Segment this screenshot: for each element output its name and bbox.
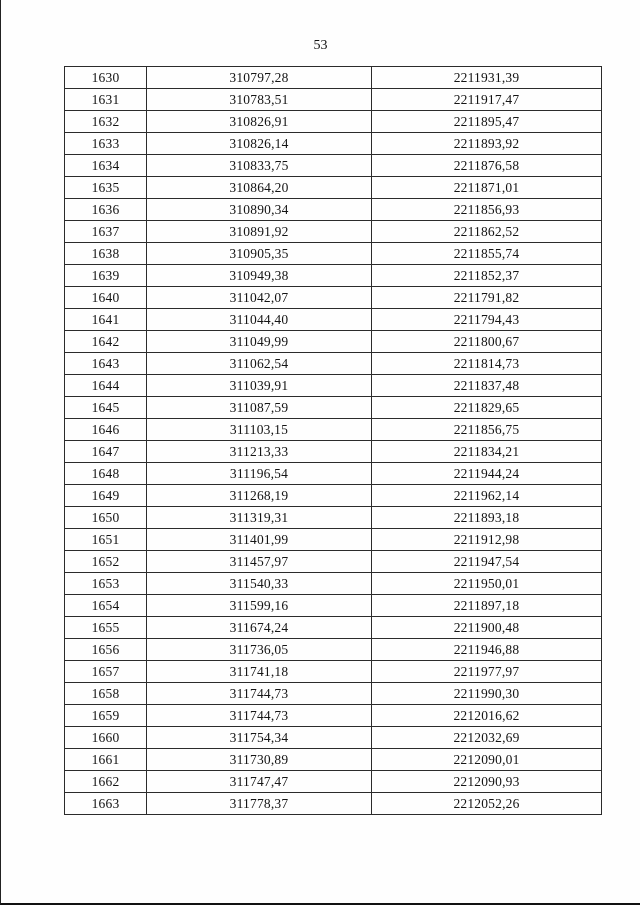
cell-x: 310905,35 [147,243,372,265]
cell-y: 2211852,37 [372,265,602,287]
cell-index: 1651 [65,529,147,551]
cell-y: 2211893,92 [372,133,602,155]
table-row [65,617,602,639]
cell-x: 311747,47 [147,771,372,793]
cell-index: 1643 [65,353,147,375]
cell-y: 2211950,01 [372,573,602,595]
cell-x: 311540,33 [147,573,372,595]
cell-x: 311039,91 [147,375,372,397]
table-row [65,397,602,419]
cell-index: 1650 [65,507,147,529]
cell-index: 1631 [65,89,147,111]
cell-x: 311744,73 [147,683,372,705]
cell-y: 2211837,48 [372,375,602,397]
cell-y: 2212016,62 [372,705,602,727]
cell-y: 2211897,18 [372,595,602,617]
cell-index: 1634 [65,155,147,177]
cell-x: 310949,38 [147,265,372,287]
cell-x: 311103,15 [147,419,372,441]
cell-index: 1660 [65,727,147,749]
cell-index: 1637 [65,221,147,243]
table-row [65,375,602,397]
table-row [65,463,602,485]
table-row [65,67,602,89]
cell-y: 2211876,58 [372,155,602,177]
cell-y: 2211977,97 [372,661,602,683]
cell-y: 2211834,21 [372,441,602,463]
cell-x: 311730,89 [147,749,372,771]
table-row [65,441,602,463]
table-row [65,507,602,529]
table-row [65,177,602,199]
cell-x: 311049,99 [147,331,372,353]
cell-y: 2211893,18 [372,507,602,529]
cell-x: 310783,51 [147,89,372,111]
page-number: 53 [313,38,328,53]
cell-y: 2211800,67 [372,331,602,353]
cell-index: 1658 [65,683,147,705]
cell-y: 2212052,26 [372,793,602,815]
cell-x: 310864,20 [147,177,372,199]
table-row [65,331,602,353]
table-row [65,749,602,771]
cell-index: 1654 [65,595,147,617]
table-row [65,133,602,155]
table-row [65,155,602,177]
cell-index: 1663 [65,793,147,815]
cell-x: 311268,19 [147,485,372,507]
cell-y: 2211856,75 [372,419,602,441]
cell-y: 2211791,82 [372,287,602,309]
table-row [65,199,602,221]
cell-x: 311778,37 [147,793,372,815]
cell-x: 311213,33 [147,441,372,463]
table-row [65,771,602,793]
cell-y: 2211829,65 [372,397,602,419]
cell-index: 1649 [65,485,147,507]
cell-index: 1647 [65,441,147,463]
coordinate-table [64,66,602,815]
coordinate-table-body [65,67,602,815]
cell-index: 1638 [65,243,147,265]
cell-index: 1648 [65,463,147,485]
cell-index: 1644 [65,375,147,397]
cell-y: 2211990,30 [372,683,602,705]
cell-x: 311044,40 [147,309,372,331]
cell-index: 1642 [65,331,147,353]
cell-index: 1633 [65,133,147,155]
table-row [65,793,602,815]
table-row [65,595,602,617]
cell-index: 1630 [65,67,147,89]
cell-index: 1632 [65,111,147,133]
table-row [65,551,602,573]
cell-y: 2211962,14 [372,485,602,507]
cell-index: 1641 [65,309,147,331]
table-row [65,683,602,705]
cell-x: 311319,31 [147,507,372,529]
table-row [65,705,602,727]
cell-x: 311457,97 [147,551,372,573]
cell-y: 2211912,98 [372,529,602,551]
cell-index: 1635 [65,177,147,199]
cell-y: 2211856,93 [372,199,602,221]
cell-y: 2211814,73 [372,353,602,375]
table-row [65,353,602,375]
cell-index: 1656 [65,639,147,661]
cell-index: 1653 [65,573,147,595]
table-row [65,573,602,595]
table-row [65,485,602,507]
cell-y: 2211862,52 [372,221,602,243]
cell-y: 2211946,88 [372,639,602,661]
cell-y: 2211794,43 [372,309,602,331]
cell-y: 2212032,69 [372,727,602,749]
table-row [65,243,602,265]
table-row [65,111,602,133]
cell-index: 1652 [65,551,147,573]
cell-x: 311196,54 [147,463,372,485]
cell-y: 2211917,47 [372,89,602,111]
cell-x: 310890,34 [147,199,372,221]
cell-index: 1639 [65,265,147,287]
cell-x: 311754,34 [147,727,372,749]
cell-x: 310826,91 [147,111,372,133]
cell-index: 1646 [65,419,147,441]
table-row [65,287,602,309]
cell-x: 310891,92 [147,221,372,243]
table-row [65,89,602,111]
cell-x: 311744,73 [147,705,372,727]
table-row [65,727,602,749]
cell-y: 2212090,01 [372,749,602,771]
cell-index: 1640 [65,287,147,309]
table-row [65,221,602,243]
cell-x: 311062,54 [147,353,372,375]
cell-index: 1655 [65,617,147,639]
table-row [65,419,602,441]
cell-x: 310833,75 [147,155,372,177]
cell-x: 311741,18 [147,661,372,683]
cell-x: 311042,07 [147,287,372,309]
cell-x: 310797,28 [147,67,372,89]
table-row [65,265,602,287]
cell-index: 1659 [65,705,147,727]
table-row [65,529,602,551]
cell-y: 2212090,93 [372,771,602,793]
cell-index: 1636 [65,199,147,221]
table-row [65,661,602,683]
cell-y: 2211944,24 [372,463,602,485]
table-row [65,639,602,661]
cell-x: 311599,16 [147,595,372,617]
cell-index: 1645 [65,397,147,419]
table-row [65,309,602,331]
cell-index: 1657 [65,661,147,683]
cell-y: 2211895,47 [372,111,602,133]
cell-x: 311087,59 [147,397,372,419]
cell-x: 311736,05 [147,639,372,661]
cell-y: 2211900,48 [372,617,602,639]
cell-index: 1662 [65,771,147,793]
cell-y: 2211855,74 [372,243,602,265]
cell-x: 311674,24 [147,617,372,639]
cell-index: 1661 [65,749,147,771]
cell-y: 2211931,39 [372,67,602,89]
cell-x: 311401,99 [147,529,372,551]
cell-y: 2211947,54 [372,551,602,573]
cell-x: 310826,14 [147,133,372,155]
cell-y: 2211871,01 [372,177,602,199]
